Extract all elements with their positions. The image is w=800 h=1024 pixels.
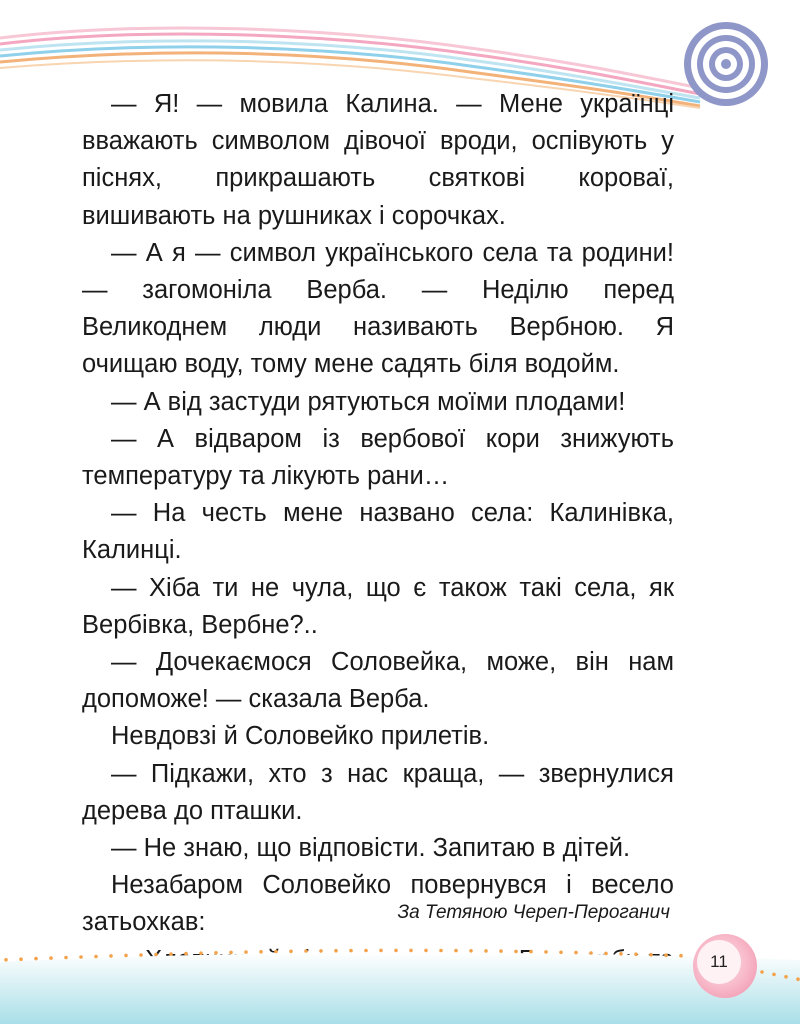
footer-dot — [94, 955, 98, 959]
paragraph: — А відваром із вербової кори знижують температуру та лікують рани… — [82, 424, 674, 491]
footer-dot — [649, 953, 653, 957]
footer-dot — [334, 949, 338, 953]
paragraph: — Не знаю, що відповісти. Запитаю в дітей. — [111, 834, 631, 863]
footer-dot — [124, 954, 128, 958]
footer-dot — [229, 951, 233, 955]
paragraph: — Я! — мовила Калина. — Мене українці вважають символом дівочої вроди, оспівують у піснях, прикрашають святкові короваї, вишивають на рушниках і сорочках. — [82, 90, 674, 230]
footer-dot — [64, 956, 68, 960]
spiral-icon — [680, 18, 772, 110]
footer-dot — [679, 954, 683, 958]
paragraph: — А я — символ українського села та родини! — загомоніла Верба. — Неділю перед Великоднем люди називають Вербною. Я очищаю воду, тому мене садять біля водойм. — [82, 238, 674, 379]
paragraph: — Хіба ти не чула, що є також такі села, як Вербівка, Вербне?.. — [82, 573, 674, 639]
story-text — [82, 86, 674, 1016]
footer-dot — [619, 952, 623, 956]
footer-dot — [19, 957, 23, 961]
footer-dot — [772, 973, 776, 977]
footer-dot — [274, 950, 278, 954]
footer-dot — [244, 950, 248, 954]
paragraph: — На честь мене названо села: Калинівка, Калинці. — [82, 499, 674, 565]
footer-dot — [394, 949, 398, 953]
footer-dot — [34, 957, 38, 961]
footer-dot — [184, 952, 188, 956]
paragraph: — А від застуди рятуються моїми плодами! — [111, 387, 626, 416]
footer-dot — [214, 951, 218, 955]
footer-dot — [439, 949, 443, 953]
footer-dot — [49, 956, 53, 960]
footer-dot — [634, 952, 638, 956]
footer-dot — [514, 950, 518, 954]
footer-dot — [409, 949, 413, 953]
footer-dot — [499, 949, 503, 953]
footer-dot — [574, 951, 578, 955]
footer-dot — [169, 952, 173, 956]
footer-dot — [4, 958, 8, 962]
paragraph: — Дочекаємося Соловейка, може, він нам допоможе! — сказала Верба. — [82, 648, 674, 714]
footer-dot — [559, 951, 563, 955]
footer-dot — [424, 949, 428, 953]
footer-dot — [604, 952, 608, 956]
footer-dot — [199, 951, 203, 955]
footer-dot — [796, 977, 800, 981]
footer-dot — [454, 949, 458, 953]
footer-dot — [109, 954, 113, 958]
paragraph: — Підкажи, хто з нас краща, — звернулися дерева до пташки. — [82, 759, 674, 825]
footer-dot — [784, 975, 788, 979]
footer-dot — [469, 949, 473, 953]
footer-dot — [529, 950, 533, 954]
author-credit: За Тетяною Череп-Пероганич — [397, 902, 670, 923]
footer-dot — [139, 953, 143, 957]
paragraph: Незабаром Соловейко повернувся і весело затьохкав: — [82, 871, 674, 937]
footer-dot — [589, 951, 593, 955]
footer-dot — [154, 953, 158, 957]
footer-dot — [664, 953, 668, 957]
footer-dot — [544, 950, 548, 954]
footer-dot — [289, 950, 293, 954]
footer-dot — [304, 949, 308, 953]
footer-dot — [259, 950, 263, 954]
page-number: 11 — [697, 940, 741, 984]
footer-dot — [379, 949, 383, 953]
footer-decoration — [0, 940, 800, 1024]
footer-dot — [364, 949, 368, 953]
paragraph: Невдовзі й Соловейко прилетів. — [111, 722, 490, 751]
footer-dot — [349, 949, 353, 953]
footer-dot — [484, 949, 488, 953]
footer-dot — [319, 949, 323, 953]
footer-dot — [760, 970, 764, 974]
footer-dot — [79, 955, 83, 959]
